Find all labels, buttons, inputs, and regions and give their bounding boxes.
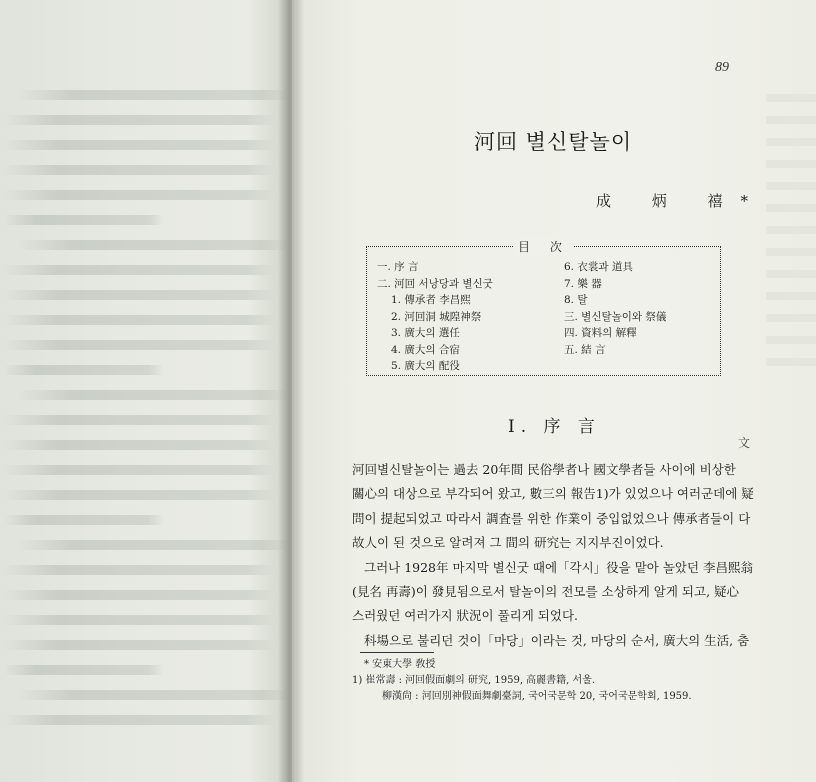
article-title: 河回 별신탈놀이: [474, 130, 633, 154]
bleed-through-line: [4, 715, 274, 725]
toc-item: 7. 樂 器: [564, 277, 602, 290]
toc-item: 二. 河回 서낭당과 별신굿: [377, 277, 493, 290]
bleed-through-line: [4, 565, 274, 575]
text-line: 河回별신탈놀이는 過去 20年間 民俗學者나 國文學者들 사이에 비상한: [352, 462, 736, 477]
toc-item: 五. 結 言: [564, 343, 606, 356]
toc-item: 3. 廣大의 選任: [391, 327, 460, 339]
body-paragraph: [352, 458, 762, 556]
bleed-through-line: [4, 290, 274, 300]
bleed-through-line: [4, 640, 274, 650]
toc-item: 三. 별신탈놀이와 祭儀: [564, 310, 667, 323]
bleed-through-line: [4, 665, 164, 675]
bleed-through-line: [4, 315, 274, 325]
bleed-through-line: [4, 440, 274, 450]
body-paragraph: [352, 556, 762, 629]
bleed-through-line: [4, 165, 274, 175]
bleed-through-line: [4, 490, 274, 500]
book-gutter: [278, 0, 304, 782]
bleed-through-line: [4, 465, 274, 475]
bleed-through-line: [4, 515, 164, 525]
margin-mark: 文: [738, 436, 751, 450]
bleed-through-line: [4, 265, 274, 275]
section-heading: I. 序 言: [508, 417, 601, 437]
toc-heading: 目 次: [514, 238, 574, 255]
body-paragraph: [352, 629, 762, 653]
table-of-contents: [366, 240, 721, 376]
bleed-through-line: [4, 115, 274, 125]
bleed-through-line: [18, 690, 288, 700]
toc-item: 四. 資料의 解釋: [564, 327, 637, 339]
footnote: * 安東大學 敎授: [364, 659, 436, 670]
text-line: 科場으로 불리던 것이「마당」이라는 것, 마당의 순서, 廣大의 生活, 춤: [364, 632, 750, 648]
toc-item: 2. 河回洞 城隍神祭: [391, 310, 482, 323]
author-name: 成 炳 禧*: [596, 192, 767, 210]
footnote: 柳漢尙 : 河回別神假面舞劇臺詞, 국어국문학 20, 국어국문학회, 1959.: [382, 691, 692, 702]
toc-item: 8. 탈: [564, 294, 588, 306]
bleed-through-line: [18, 390, 288, 400]
toc-right-column: [564, 259, 666, 358]
toc-item: 一. 序 言: [377, 261, 419, 273]
text-line: (見名 再壽)이 發見됨으로서 탈놀이의 전모를 소상하게 알게 되고, 疑心: [352, 584, 740, 600]
toc-item: 6. 衣裳과 道具: [564, 261, 633, 273]
body-text: [352, 458, 762, 653]
text-line: 關心의 대상으로 부각되어 왔고, 數三의 報告1)가 있었으나 여러군데에 疑: [352, 486, 754, 502]
bleed-through-line: [4, 190, 274, 200]
bleed-through-line: [4, 615, 274, 625]
bleed-through-line: [4, 415, 274, 425]
bleed-through-line: [4, 590, 274, 600]
bleed-through-line: [18, 90, 288, 100]
text-line: 故人이 된 것으로 알려져 그 間의 研究는 지지부진이었다.: [352, 535, 664, 551]
bleed-through-line: [4, 340, 274, 350]
page-number: 89: [715, 60, 729, 75]
text-line: 스러웠던 여러가지 狀況이 풀리게 되었다.: [352, 608, 578, 624]
left-page: [0, 0, 292, 782]
footnote-divider: [360, 652, 434, 653]
left-page-bleed-through: [0, 90, 290, 740]
toc-left-column: [377, 259, 493, 375]
bleed-through-line: [4, 215, 164, 225]
toc-item: 4. 廣大의 合宿: [391, 343, 460, 356]
text-line: 問이 提起되었고 따라서 調査를 위한 作業이 중입없었으나 傳承者들이 다: [352, 510, 751, 526]
footnote: 1) 崔常壽 : 河回假面劇의 研究, 1959, 高麗書籍, 서울.: [352, 675, 596, 686]
toc-item: 5. 廣大의 配役: [391, 360, 460, 372]
toc-item: 1. 傳承者 李昌熙: [391, 294, 471, 306]
right-page-bleed-through: [766, 80, 816, 380]
bleed-through-line: [18, 540, 288, 550]
bleed-through-line: [4, 140, 274, 150]
footnotes: [352, 657, 772, 705]
bleed-through-line: [18, 240, 288, 250]
text-line: 그러나 1928年 마지막 별신굿 때에「각시」役을 맡아 놀았던 李昌熙翁: [364, 559, 754, 575]
bleed-through-line: [4, 365, 164, 375]
